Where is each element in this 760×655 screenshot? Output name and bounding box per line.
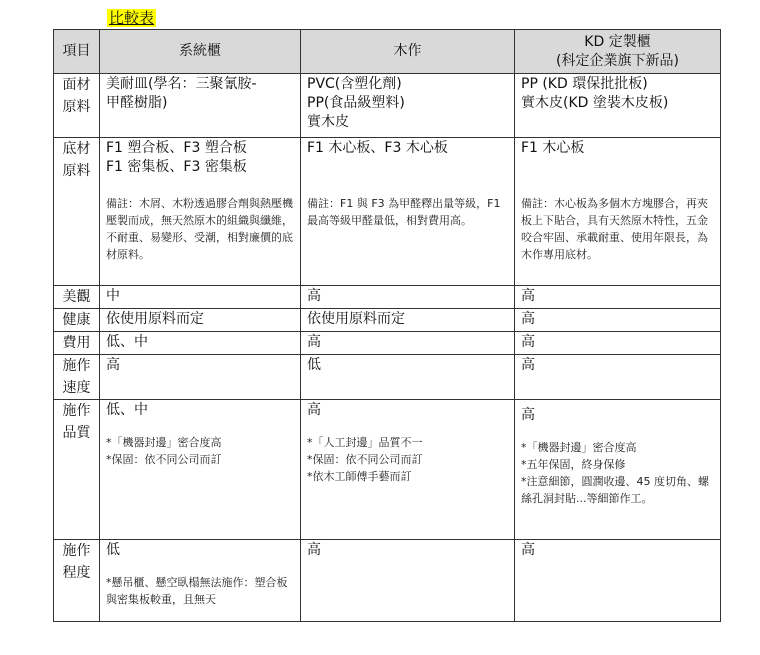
cell-line: PP (KD 環保批批板) xyxy=(521,76,648,92)
cell-note: *保固：依不同公司而訂 xyxy=(106,453,222,466)
cell-cost-carpentry: 高 xyxy=(301,332,515,355)
header-item: 項目 xyxy=(54,30,100,74)
row-label-degree xyxy=(54,540,100,622)
cell-speed-kd: 高 xyxy=(515,355,721,400)
cell-face-carpentry xyxy=(301,74,515,138)
table-header-row xyxy=(54,30,721,74)
row-label-speed xyxy=(54,355,100,400)
cell-face-kd xyxy=(515,74,721,138)
table-row-health xyxy=(54,309,721,332)
cell-line: 低、中 xyxy=(106,402,148,418)
row-label-health: 健康 xyxy=(54,309,100,332)
header-carpentry: 木作 xyxy=(301,30,515,74)
comparison-table xyxy=(53,29,721,622)
cell-note: *「機器封邊」密合度高 xyxy=(106,436,222,449)
cell-note: *「人工封邊」品質不一 xyxy=(307,436,423,449)
cell-line: 低 xyxy=(106,542,120,558)
cell-degree-kd: 高 xyxy=(515,540,721,622)
table-row-degree xyxy=(54,540,721,622)
row-label-appearance: 美觀 xyxy=(54,286,100,309)
header-kd-cabinet xyxy=(515,30,721,74)
row-label-base-material xyxy=(54,138,100,286)
cell-line: 實木皮(KD 塗裝木皮板) xyxy=(521,95,669,111)
cell-note: *注意細節，圓潤收邊、45 度切角、螺絲孔洞封貼...等細節作工。 xyxy=(521,475,709,505)
row-label-line: 面材 xyxy=(62,77,91,93)
table-row-quality xyxy=(54,400,721,540)
cell-line: 甲醛樹脂) xyxy=(106,95,168,111)
table-row-speed xyxy=(54,355,721,400)
cell-line: F1 密集板、F3 密集板 xyxy=(106,159,247,175)
cell-base-carpentry xyxy=(301,138,515,286)
row-label-face-material xyxy=(54,74,100,138)
cell-face-system xyxy=(100,74,301,138)
cell-note: 備註：木屑、木粉透過膠合劑與熱壓機壓製而成，無天然原木的組織與纖維，不耐重、易變形、受潮，相對廉價的底材原料。 xyxy=(106,197,293,261)
header-kd-title: KD 定製櫃 xyxy=(584,33,651,50)
row-label-cost: 費用 xyxy=(54,332,100,355)
cell-line: PP(食品級塑料) xyxy=(307,95,405,111)
cell-line: F1 木心板、F3 木心板 xyxy=(307,140,448,156)
cell-look-system: 中 xyxy=(100,286,301,309)
row-label-line: 原料 xyxy=(62,99,91,115)
cell-quality-carpentry xyxy=(301,400,515,540)
cell-speed-carpentry: 低 xyxy=(301,355,515,400)
cell-degree-carpentry: 高 xyxy=(301,540,515,622)
cell-look-carpentry: 高 xyxy=(301,286,515,309)
cell-cost-kd: 高 xyxy=(515,332,721,355)
cell-health-carpentry: 依使用原料而定 xyxy=(301,309,515,332)
cell-degree-system xyxy=(100,540,301,622)
cell-note: *五年保固，終身保修 xyxy=(521,458,626,471)
cell-note: *依木工師傅手藝而訂 xyxy=(307,470,412,483)
cell-line: PVC(含塑化劑) xyxy=(307,76,402,92)
row-label-line: 施作 xyxy=(62,358,91,374)
cell-health-kd: 高 xyxy=(515,309,721,332)
cell-look-kd: 高 xyxy=(515,286,721,309)
cell-note: *懸吊櫃、懸空臥榻無法施作：塑合板與密集板較重，且無天 xyxy=(106,576,288,606)
row-label-line: 底材 xyxy=(62,141,91,157)
table-row-appearance xyxy=(54,286,721,309)
row-label-line: 品質 xyxy=(62,425,91,441)
cell-line: 美耐皿(學名：三聚氰胺- xyxy=(106,76,257,92)
cell-note: *「機器封邊」密合度高 xyxy=(521,441,637,454)
row-label-line: 施作 xyxy=(62,543,91,559)
cell-speed-system: 高 xyxy=(100,355,301,400)
cell-cost-system: 低、中 xyxy=(100,332,301,355)
cell-note: 備註：F1 與 F3 為甲醛釋出量等級，F1 最高等級甲醛量低，相對費用高。 xyxy=(307,197,501,227)
table-row-base-material xyxy=(54,138,721,286)
row-label-line: 程度 xyxy=(62,565,91,581)
table-row-face-material xyxy=(54,74,721,138)
cell-line: 高 xyxy=(307,402,321,418)
row-label-line: 原料 xyxy=(62,163,91,179)
table-row-cost xyxy=(54,332,721,355)
cell-health-system: 依使用原料而定 xyxy=(100,309,301,332)
cell-base-kd xyxy=(515,138,721,286)
cell-line: F1 木心板 xyxy=(521,140,585,156)
row-label-line: 施作 xyxy=(62,403,91,419)
cell-line: 實木皮 xyxy=(307,114,349,130)
cell-quality-system xyxy=(100,400,301,540)
cell-note: 備註：木心板為多個木方塊膠合，再夾板上下貼合，具有天然原木特性，五金咬合牢固、承載耐重、使用年限長，為木作專用底材。 xyxy=(521,197,708,261)
row-label-quality xyxy=(54,400,100,540)
cell-note: *保固：依不同公司而訂 xyxy=(307,453,423,466)
cell-line: F1 塑合板、F3 塑合板 xyxy=(106,140,247,156)
cell-quality-kd xyxy=(515,400,721,540)
document-title: 比較表 xyxy=(109,9,155,27)
cell-line: 高 xyxy=(521,407,535,423)
row-label-line: 速度 xyxy=(62,380,91,396)
header-system-cabinet: 系統櫃 xyxy=(100,30,301,74)
header-kd-subtitle: (科定企業旗下新品) xyxy=(556,52,679,69)
cell-base-system xyxy=(100,138,301,286)
